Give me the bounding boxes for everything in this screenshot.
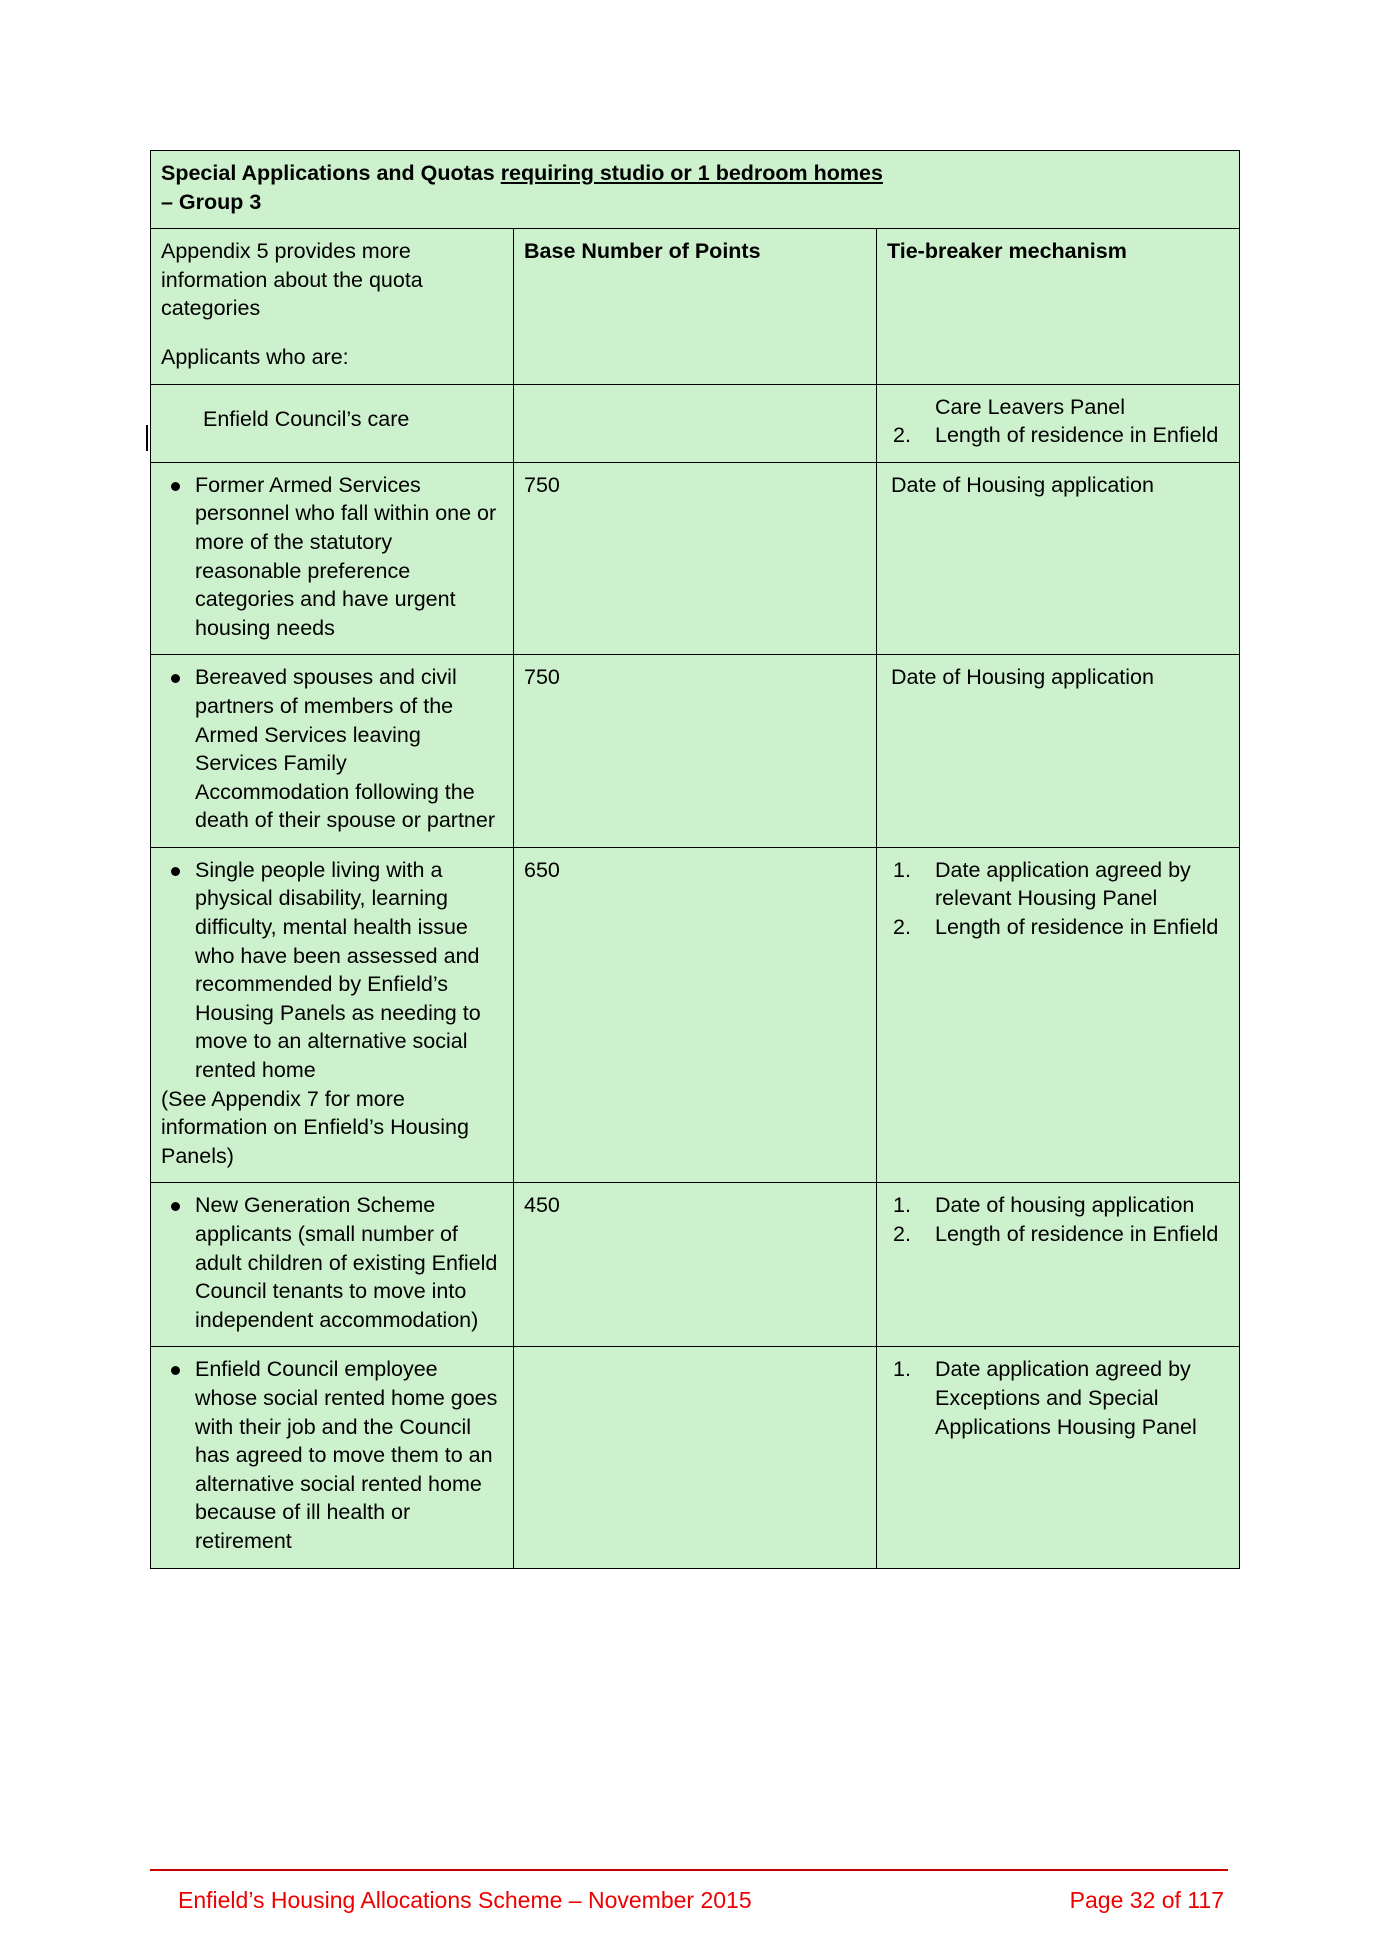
- row-points-cell: 650: [514, 847, 877, 1183]
- table-row: [151, 384, 1240, 462]
- row-description-cell: [151, 462, 514, 655]
- tiebreaker-list: [887, 393, 1229, 450]
- tiebreaker-item: [887, 1355, 1229, 1441]
- table-title-prefix: Special Applications and Quotas: [161, 161, 501, 185]
- tiebreaker-number: 1.: [893, 1357, 911, 1382]
- table-row: [151, 462, 1240, 655]
- header-description-cell: [151, 229, 514, 384]
- description-bullet-list: [161, 1355, 503, 1555]
- tiebreaker-text: Date of Housing application: [891, 472, 1154, 497]
- tiebreaker-item: [887, 913, 1229, 942]
- tiebreaker-number: 1.: [893, 1193, 911, 1218]
- list-item: Single people living with a physical disability, learning difficulty, mental health issue who have been assessed and recommended by Enfield’s Housing Panels as needing to move to an alternative social rented home: [195, 856, 503, 1085]
- tiebreaker-item: [887, 856, 1229, 913]
- row-tiebreaker-cell: [877, 655, 1240, 848]
- row-description-text: Enfield Council’s care: [203, 406, 410, 431]
- row-description-cell: [151, 1347, 514, 1568]
- page-footer: [150, 1829, 1258, 1949]
- tiebreaker-text: Length of residence in Enfield: [935, 423, 1219, 448]
- tiebreaker-text: Length of residence in Enfield: [935, 915, 1219, 940]
- tiebreaker-text: Date of housing application: [935, 1193, 1195, 1218]
- list-item: Bereaved spouses and civil partners of members of the Armed Services leaving Services Family Accommodation following the death of their spouse or partner: [195, 663, 503, 835]
- tiebreaker-list: [887, 1355, 1229, 1441]
- row-points-cell: [514, 1347, 877, 1568]
- tiebreaker-text: Date application agreed by Exceptions and Special Applications Housing Panel: [935, 1357, 1197, 1439]
- list-item: Former Armed Services personnel who fall within one or more of the statutory reasonable preference categories and have urgent housing needs: [195, 471, 503, 643]
- tiebreaker-text: Date of Housing application: [891, 665, 1154, 690]
- header-spacer: [161, 323, 503, 343]
- table-title-underlined: requiring studio or 1 bedroom homes: [500, 161, 883, 185]
- list-item: Enfield Council employee whose social rented home goes with their job and the Council has agreed to move them to an alternative social rented home because of ill health or retirement: [195, 1355, 503, 1555]
- tiebreaker-item: [887, 1191, 1229, 1220]
- footer-page-number: Page 32 of 117: [1069, 1887, 1224, 1913]
- tiebreaker-text: Care Leavers Panel: [935, 394, 1126, 419]
- footer-title: Enfield’s Housing Allocations Scheme – November 2015: [178, 1887, 752, 1913]
- table-title-cell: [151, 151, 1240, 229]
- header-description-sub: Applicants who are:: [161, 344, 349, 369]
- tiebreaker-text: Date application agreed by relevant Housing Panel: [935, 857, 1191, 911]
- row-description-cell: [151, 384, 514, 462]
- table-row: [151, 1183, 1240, 1347]
- row-description-cell: [151, 1183, 514, 1347]
- row-tiebreaker-cell: [877, 384, 1240, 462]
- table-row: [151, 655, 1240, 848]
- row-tiebreaker-cell: [877, 1347, 1240, 1568]
- row-points-cell: 750: [514, 462, 877, 655]
- tiebreaker-list: [887, 856, 1229, 942]
- row-points-cell: 450: [514, 1183, 877, 1347]
- tiebreaker-number: 2.: [893, 423, 911, 448]
- description-bullet-list: [161, 1191, 503, 1334]
- quota-table: [150, 150, 1240, 1569]
- description-bullet-list: [161, 856, 503, 1085]
- table-row: [151, 1347, 1240, 1568]
- header-tiebreaker-cell: Tie-breaker mechanism: [877, 229, 1240, 384]
- tiebreaker-list: [887, 1191, 1229, 1248]
- description-bullet-list: [161, 471, 503, 643]
- tiebreaker-text: Length of residence in Enfield: [935, 1222, 1219, 1246]
- list-item: New Generation Scheme applicants (small number of adult children of existing Enfield Council tenants to move into independent accommodation): [195, 1191, 503, 1334]
- row-tiebreaker-cell: [877, 1183, 1240, 1347]
- tiebreaker-item: [887, 421, 1229, 450]
- table-title-line2: – Group 3: [161, 189, 262, 214]
- footer-divider: [150, 1869, 1228, 1871]
- row-points-cell: [514, 384, 877, 462]
- tiebreaker-number: 2.: [893, 1222, 911, 1246]
- change-bar-mark: [146, 425, 148, 451]
- header-description-text: Appendix 5 provides more information about the quota categories: [161, 239, 423, 321]
- row-points-cell: 750: [514, 655, 877, 848]
- description-bullet-list: [161, 663, 503, 835]
- tiebreaker-item: [887, 393, 1229, 422]
- header-points-cell: Base Number of Points: [514, 229, 877, 384]
- row-description-cell: [151, 655, 514, 848]
- tiebreaker-item: [887, 1220, 1229, 1249]
- table-row: [151, 847, 1240, 1183]
- table-header-row: [151, 229, 1240, 384]
- row-tiebreaker-cell: [877, 462, 1240, 655]
- tiebreaker-number: 2.: [893, 915, 911, 940]
- row-description-cell: [151, 847, 514, 1183]
- table-title-row: [151, 151, 1240, 229]
- tiebreaker-number: 1.: [893, 857, 911, 882]
- description-note: (See Appendix 7 for more information on Enfield’s Housing Panels): [161, 1086, 469, 1168]
- row-tiebreaker-cell: [877, 847, 1240, 1183]
